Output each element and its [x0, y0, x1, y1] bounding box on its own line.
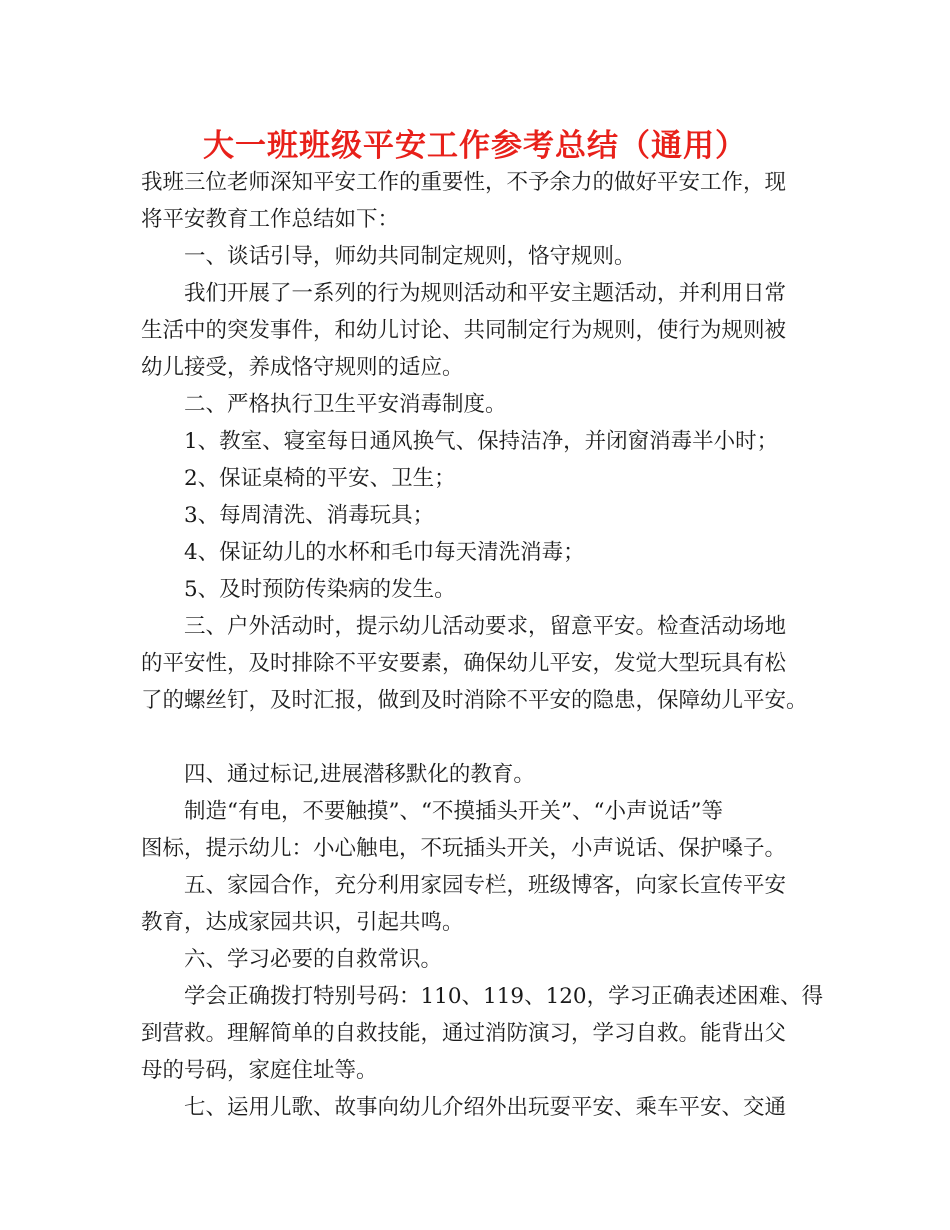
list-item: 1、教室、寝室每日通风换气、保持洁净，并闭窗消毒半小时；	[184, 429, 779, 454]
section-heading: 四、通过标记,进展潜移默化的教育。	[184, 762, 535, 787]
paragraph-line: 制造“有电，不要触摸”、“不摸插头开关”、“小声说话”等	[184, 799, 723, 824]
paragraph-line: 图标，提示幼儿：小心触电，不玩插头开关，小声说话、保护嗓子。	[141, 836, 787, 861]
paragraph-spacer	[141, 719, 821, 756]
section-heading: 二、严格执行卫生平安消毒制度。	[184, 392, 507, 417]
paragraph-line: 教育，达成家园共识，引起共鸣。	[141, 910, 464, 935]
paragraph-line: 幼儿接受，养成恪守规则的适应。	[141, 355, 464, 380]
paragraph-line: 我们开展了一系列的行为规则活动和平安主题活动，并利用日常	[184, 281, 787, 306]
paragraph-line: 的平安性，及时排除不平安要素，确保幼儿平安，发觉大型玩具有松	[141, 651, 787, 676]
paragraph-line: 了的螺丝钉，及时汇报，做到及时消除不平安的隐患，保障幼儿平安。	[141, 688, 808, 713]
section-heading: 七、运用儿歌、故事向幼儿介绍外出玩耍平安、乘车平安、交通	[184, 1095, 787, 1120]
paragraph-line: 母的号码，家庭住址等。	[141, 1058, 378, 1083]
section-heading: 五、家园合作，充分利用家园专栏，班级博客，向家长宣传平安	[184, 873, 787, 898]
section-heading: 一、谈话引导，师幼共同制定规则，恪守规则。	[184, 244, 636, 269]
section-heading: 六、学习必要的自救常识。	[184, 947, 443, 972]
paragraph-line: 我班三位老师深知平安工作的重要性，不予余力的做好平安工作，现	[141, 170, 787, 195]
paragraph-line: 到营救。理解简单的自救技能，通过消防演习，学习自救。能背出父	[141, 1021, 787, 1046]
paragraph-line: 生活中的突发事件，和幼儿讨论、共同制定行为规则，使行为规则被	[141, 318, 787, 343]
paragraph-line: 将平安教育工作总结如下：	[141, 207, 400, 232]
document-body	[141, 164, 824, 1126]
paragraph-line: 学会正确拨打特别号码：110、119、120，学习正确表述困难、得	[184, 984, 824, 1009]
list-item: 5、及时预防传染病的发生。	[184, 577, 456, 602]
list-item: 3、每周清洗、消毒玩具；	[184, 503, 435, 528]
section-heading: 三、户外活动时，提示幼儿活动要求，留意平安。检查活动场地	[184, 614, 787, 639]
list-item: 4、保证幼儿的水杯和毛巾每天清洗消毒；	[184, 540, 585, 565]
list-item: 2、保证桌椅的平安、卫生；	[184, 466, 456, 491]
document-title: 大一班班级平安工作参考总结（通用）	[203, 128, 747, 164]
